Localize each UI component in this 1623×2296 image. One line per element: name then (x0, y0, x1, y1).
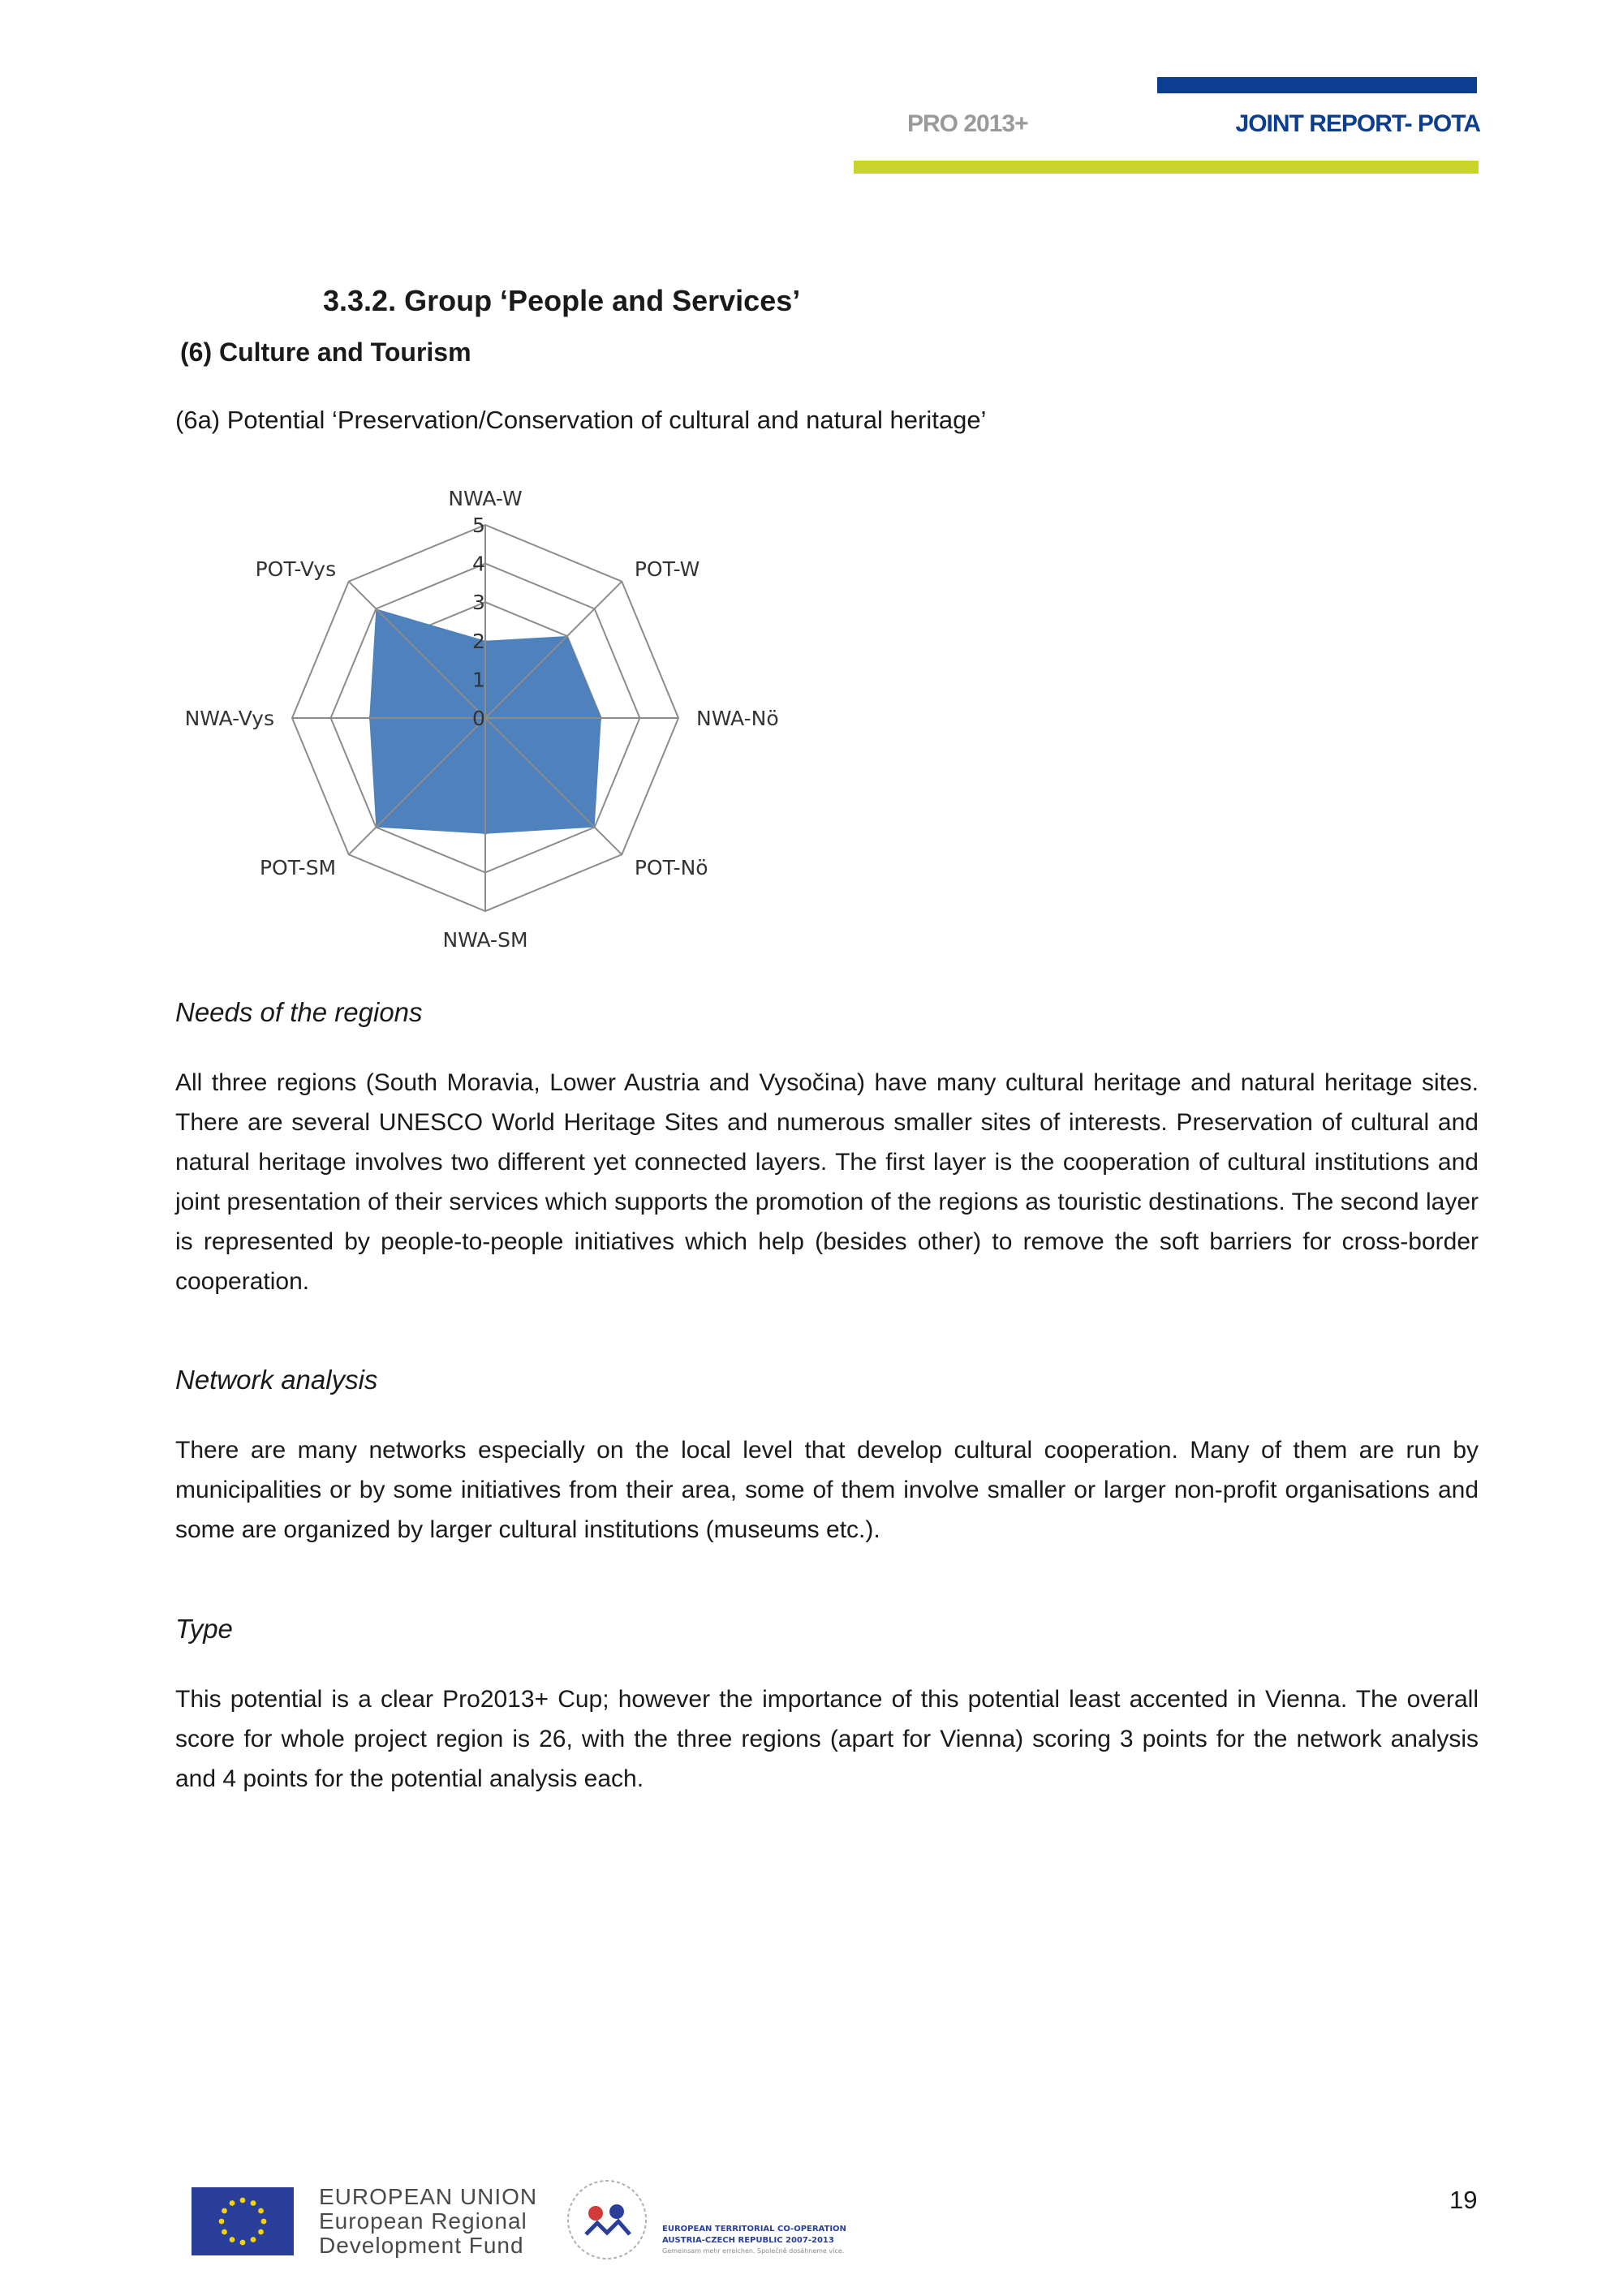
radar-axis-label: NWA-Vys (184, 707, 274, 730)
type-heading: Type (175, 1614, 233, 1644)
coop-line-2: AUSTRIA-CZECH REPUBLIC 2007-2013 (662, 2236, 834, 2245)
needs-heading: Needs of the regions (175, 997, 423, 1027)
page-number: 19 (1449, 2186, 1478, 2214)
radar-axis-label: NWA-Nö (696, 707, 779, 730)
type-paragraph: This potential is a clear Pro2013+ Cup; however the importance of this potential least accented in Vienna. The overall score for whole project region is 26, with the three regions (apart for Vienna) scoring 3 points for the network analysis and 4 points for the potential analysis each. (175, 1686, 1479, 1792)
eu-star (258, 2229, 264, 2235)
header-lime-bar (854, 161, 1479, 174)
eu-star (240, 2198, 246, 2204)
radar-axis-label: POT-W (634, 557, 700, 582)
coop-figure-blue (609, 2204, 624, 2219)
eu-flag-logo (192, 2187, 294, 2255)
coop-line-1: EUROPEAN TERRITORIAL CO-OPERATION (662, 2225, 846, 2234)
radar-axis-label: POT-SM (259, 855, 337, 879)
radar-tick-label: 3 (472, 591, 485, 615)
coop-seal-ring (568, 2181, 646, 2259)
coop-line-3: Gemeinsam mehr erreichen. Společně dosáhneme více. (662, 2247, 845, 2255)
eu-star (222, 2229, 227, 2235)
network-paragraph: There are many networks especially on the local level that develop cultural cooperation. Many of them are run by municipalities or by some initiatives from their area, some of them involve smaller or larger non-profit organisations and some are organized by larger cultural institutions (museums etc.). (175, 1437, 1479, 1543)
radar-tick-label: 4 (472, 552, 485, 576)
section-title: 3.3.2. Group ‘People and Services’ (323, 284, 801, 317)
radar-axis-label: POT-Vys (255, 557, 337, 582)
radar-axis-label: POT-Nö (634, 855, 708, 879)
eu-star (222, 2208, 227, 2214)
eu-line-3: Development Fund (319, 2233, 524, 2258)
eu-star (230, 2200, 235, 2206)
header-blue-bar (1157, 77, 1477, 93)
potential-title: (6a) Potential ‘Preservation/Conservation of cultural and natural heritage’ (175, 406, 987, 434)
eu-star (258, 2208, 264, 2214)
eu-line-1: EUROPEAN UNION (319, 2184, 538, 2209)
header-project-label: PRO 2013+ (907, 110, 1028, 137)
network-heading: Network analysis (175, 1365, 378, 1395)
header-report-label: JOINT REPORT- POTA (1235, 110, 1480, 137)
eu-star (219, 2219, 225, 2225)
radar-tick-label: 2 (472, 629, 485, 653)
eu-star (240, 2240, 246, 2246)
eu-fund-text (319, 2185, 537, 2258)
eu-line-2: European Regional (319, 2208, 527, 2234)
coop-figure-red (588, 2206, 603, 2221)
eu-star (251, 2200, 256, 2206)
radar-tick-label: 0 (472, 707, 485, 730)
radar-axis-label: NWA-W (448, 487, 523, 510)
eu-star (261, 2219, 267, 2225)
radar-tick-label: 5 (472, 514, 485, 537)
eu-star (251, 2237, 256, 2242)
eu-star (230, 2237, 235, 2242)
radar-axis-label: NWA-SM (442, 928, 528, 952)
coop-figures-arms (586, 2221, 630, 2234)
radar-chart (179, 479, 795, 957)
cooperation-logo (557, 2174, 889, 2272)
needs-paragraph: All three regions (South Moravia, Lower Austria and Vysočina) have many cultural heritage and natural heritage sites. There are several UNESCO World Heritage Sites and numerous smaller sites of interests. Preservation of cultural and natural heritage involves two different yet connected layers. The first layer is the cooperation of cultural institutions and joint presentation of their services which supports the promotion of the regions as touristic destinations. The second layer is represented by people-to-people initiatives which help (besides other) to remove the soft barriers for cross-border cooperation. (175, 1069, 1479, 1295)
radar-tick-label: 1 (472, 668, 485, 692)
subsection-title: (6) Culture and Tourism (180, 338, 471, 367)
